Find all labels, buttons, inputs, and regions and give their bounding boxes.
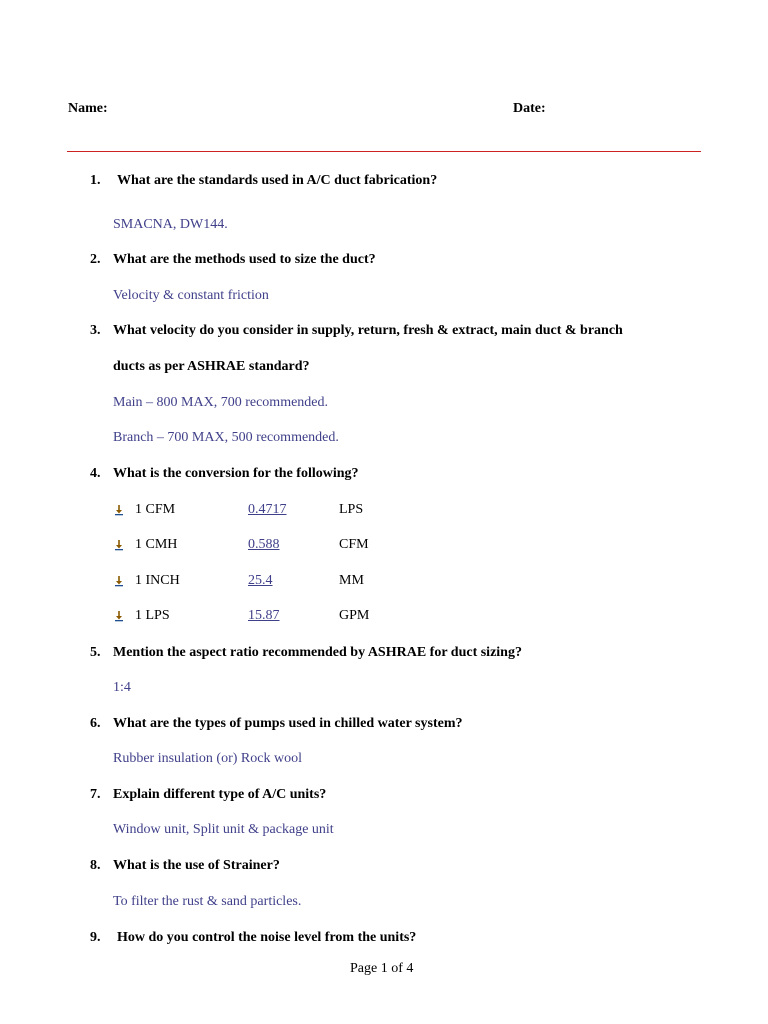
question-number-6: 6. [90,716,101,731]
question-number-9: 9. [90,930,101,945]
question-text-8: What is the use of Strainer? [113,858,280,873]
question-number-7: 7. [90,787,101,802]
question-text-1: What are the standards used in A/C duct fabrication? [117,173,438,188]
answer-8: To filter the rust & sand particles. [113,894,302,909]
answer-1: SMACNA, DW144. [113,217,228,232]
question-number-5: 5. [90,645,101,660]
conversion-value-1: 0.4717 [248,502,287,517]
name-label: Name: [68,101,108,116]
conversion-to-2: CFM [339,537,369,552]
question-number-3: 3. [90,323,101,338]
question-text-9: How do you control the noise level from the units? [117,930,417,945]
bullet-arrow-icon [113,504,125,516]
conversion-to-1: LPS [339,502,364,517]
conversion-to-3: MM [339,573,364,588]
conversion-value-3: 25.4 [248,573,273,588]
answer-3-branch: Branch – 700 MAX, 500 recommended. [113,430,339,445]
conversion-from-3: 1 INCH [135,573,180,588]
question-text-3-line2: ducts as per ASHRAE standard? [113,359,310,374]
answer-3-main: Main – 800 MAX, 700 recommended. [113,395,329,410]
conversion-from-4: 1 LPS [135,608,170,623]
header-rule [67,151,701,152]
bullet-arrow-icon [113,539,125,551]
question-text-6: What are the types of pumps used in chilled water system? [113,716,463,731]
conversion-value-2: 0.588 [248,537,280,552]
question-text-4: What is the conversion for the following? [113,466,359,481]
bullet-arrow-icon [113,610,125,622]
question-text-7: Explain different type of A/C units? [113,787,327,802]
answer-7: Window unit, Split unit & package unit [113,822,334,837]
question-text-2: What are the methods used to size the duct? [113,252,376,267]
date-label: Date: [513,101,546,116]
question-number-1: 1. [90,173,101,188]
answer-6: Rubber insulation (or) Rock wool [113,751,302,766]
page-number: Page 1 of 4 [350,961,414,976]
question-number-2: 2. [90,252,101,267]
conversion-value-4: 15.87 [248,608,280,623]
conversion-from-2: 1 CMH [135,537,178,552]
bullet-arrow-icon [113,575,125,587]
question-text-5: Mention the aspect ratio recommended by ASHRAE for duct sizing? [113,645,522,660]
answer-2: Velocity & constant friction [113,288,269,303]
question-number-4: 4. [90,466,101,481]
answer-5: 1:4 [113,680,131,695]
conversion-to-4: GPM [339,608,370,623]
conversion-from-1: 1 CFM [135,502,176,517]
question-text-3: What velocity do you consider in supply, return, fresh & extract, main duct & branch [113,323,623,338]
question-number-8: 8. [90,858,101,873]
